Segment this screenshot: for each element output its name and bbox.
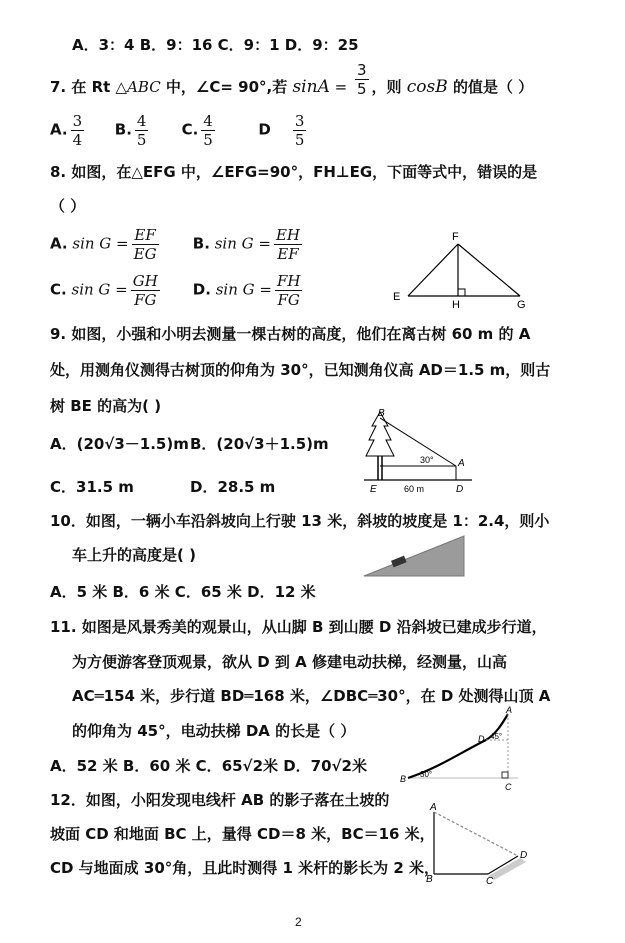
q8-label-f: F [452, 231, 459, 243]
q12-label-d: D [520, 850, 528, 861]
q7-cos: cosB [406, 77, 448, 97]
q8-option-d: D. sin G = $\frac{FH}{FG}$ [192, 272, 301, 309]
q7-option-c: C. $\frac{4}{5}$ [181, 112, 213, 149]
q10-slope-figure [362, 534, 472, 580]
q11-line-3: AC═154 米，步行道 BD═168 米，∠DBC═30°，在 D 处测得山顶 A [72, 687, 551, 705]
q7-frac-den: 5 [356, 80, 367, 98]
q9-label-e: E [370, 484, 377, 495]
q8-label-g: G [517, 299, 526, 310]
q9-line-3: 树 BE 的高为( ) [50, 397, 162, 415]
q12-line-1: 12．如图，小阳发现电线杆 AB 的影子落在土坡的 [50, 791, 390, 809]
q8-option-c: C. sin G = $\frac{GH}{FG}$ [50, 272, 158, 309]
q8-edge-ef [408, 244, 458, 296]
q7-stem-c: ，则 [371, 78, 407, 96]
q9-tree-icon [366, 412, 394, 480]
q9-label-a: A [458, 458, 465, 469]
q8-option-b: B. sin G = $\frac{EH}{EF}$ [192, 226, 300, 263]
q9-tree-figure [360, 404, 480, 496]
q8-option-row-2 [50, 272, 333, 314]
q9-option-b: B．(20√3＋1.5)m [190, 435, 329, 453]
q11-right-angle-mark [502, 772, 508, 778]
q11-label-c: C [505, 782, 512, 792]
q10-line-1: 10．如图，一辆小车沿斜坡向上行驶 13 米，斜坡的坡度是 1：2.4，则小 [50, 512, 550, 530]
q7-stem-b: 中，∠C= 90°,若 [160, 78, 293, 96]
page-number: 2 [295, 915, 302, 929]
q9-line-2: 处，用测角仪测得古树顶的仰角为 30°，已知测角仪高 AD＝1.5 m，则古 [50, 361, 551, 379]
q9-line-1: 9. 如图，小强和小明去测量一棵古树的高度，他们在离古树 60 m 的 A [50, 325, 531, 343]
q8-option-row-1 [50, 226, 333, 268]
q11-options: A．52 米 B．60 米 C．65√2米 D．70√2米 [50, 757, 367, 775]
q9-sight-line [380, 418, 456, 466]
q9-label-d: D [456, 484, 464, 495]
q7-options [50, 112, 318, 152]
q12-sun-ray [434, 812, 518, 856]
q7-stem-a: 7. 在 Rt [50, 78, 116, 96]
q9-option-c: C．31.5 m [50, 478, 134, 496]
q11-line-4: 的仰角为 45°，电动扶梯 DA 的长是（ ） [72, 722, 356, 740]
q11-mountain-slope [408, 714, 508, 778]
q11-line-2: 为方便游客登顶观景，欲从 D 到 A 修建电动扶梯，经测量，山高 [72, 653, 507, 671]
q8-paren: （ ） [50, 197, 86, 215]
q8-right-angle-mark [458, 289, 465, 296]
q11-label-d: D [478, 734, 485, 744]
q12-slope-fill [488, 858, 526, 880]
q10-options: A．5 米 B．6 米 C．65 米 D．12 米 [50, 583, 316, 601]
q8-stem: 8. 如图，在△EFG 中，∠EFG=90°，FH⊥EG，下面等式中，错误的是 [50, 163, 538, 181]
q12-line-3: CD 与地面成 30°角，且此时测得 1 米杆的影长为 2 米， [50, 859, 440, 877]
q8-triangle-figure [390, 228, 540, 310]
q8-edge-fg [458, 244, 520, 296]
q7-frac-num: 3 [356, 61, 367, 79]
q8-option-a: A. sin G = $\frac{EF}{EG}$ [50, 226, 157, 263]
q7-option-d: D $\frac{3}{5}$ [258, 112, 305, 149]
q9-option-a: A．(20√3－1.5)m [50, 435, 189, 453]
q11-line-1: 11. 如图是风景秀美的观景山，从山脚 B 到山腰 D 沿斜坡已建成步行道， [50, 618, 547, 636]
q12-line-2: 坡面 CD 和地面 BC 上，量得 CD＝8 米，BC＝16 米， [50, 825, 435, 843]
q7-sin: sinA [292, 77, 330, 97]
q9-label-distance: 60 m [404, 484, 425, 494]
q11-label-30: 30° [420, 770, 433, 779]
q11-label-45: 45° [490, 732, 503, 741]
q7-triangle: △ABC [115, 78, 161, 96]
q7-eq: = [329, 78, 352, 96]
q7-option-b: B. $\frac{4}{5}$ [114, 112, 147, 149]
q7-fraction [355, 61, 369, 98]
q7-stem [50, 61, 534, 98]
q9-options-row-2 [50, 477, 275, 497]
q11-label-a: A [506, 706, 513, 715]
q10-slope [364, 536, 464, 576]
q11-label-b: B [400, 774, 407, 784]
q9-label-b: B [378, 408, 385, 419]
q10-line-2: 车上升的高度是( ) [72, 546, 196, 564]
q6-options: A．3：4 B．9：16 C．9：1 D．9：25 [72, 36, 359, 54]
q8-label-e: E [393, 291, 401, 303]
q7-option-a: A. $\frac{3}{4}$ [50, 112, 83, 149]
q7-stem-d: 的值是（ ） [447, 78, 534, 96]
q12-pole-figure [418, 800, 538, 885]
q9-label-angle: 30° [420, 455, 434, 465]
q12-label-c: C [486, 876, 494, 885]
q11-mountain-figure [398, 706, 523, 794]
q9-options-row-1 [50, 434, 329, 454]
q12-label-a: A [430, 802, 437, 813]
q12-label-b: B [426, 874, 433, 885]
q9-option-d: D．28.5 m [190, 478, 276, 496]
q8-label-h: H [452, 299, 460, 310]
